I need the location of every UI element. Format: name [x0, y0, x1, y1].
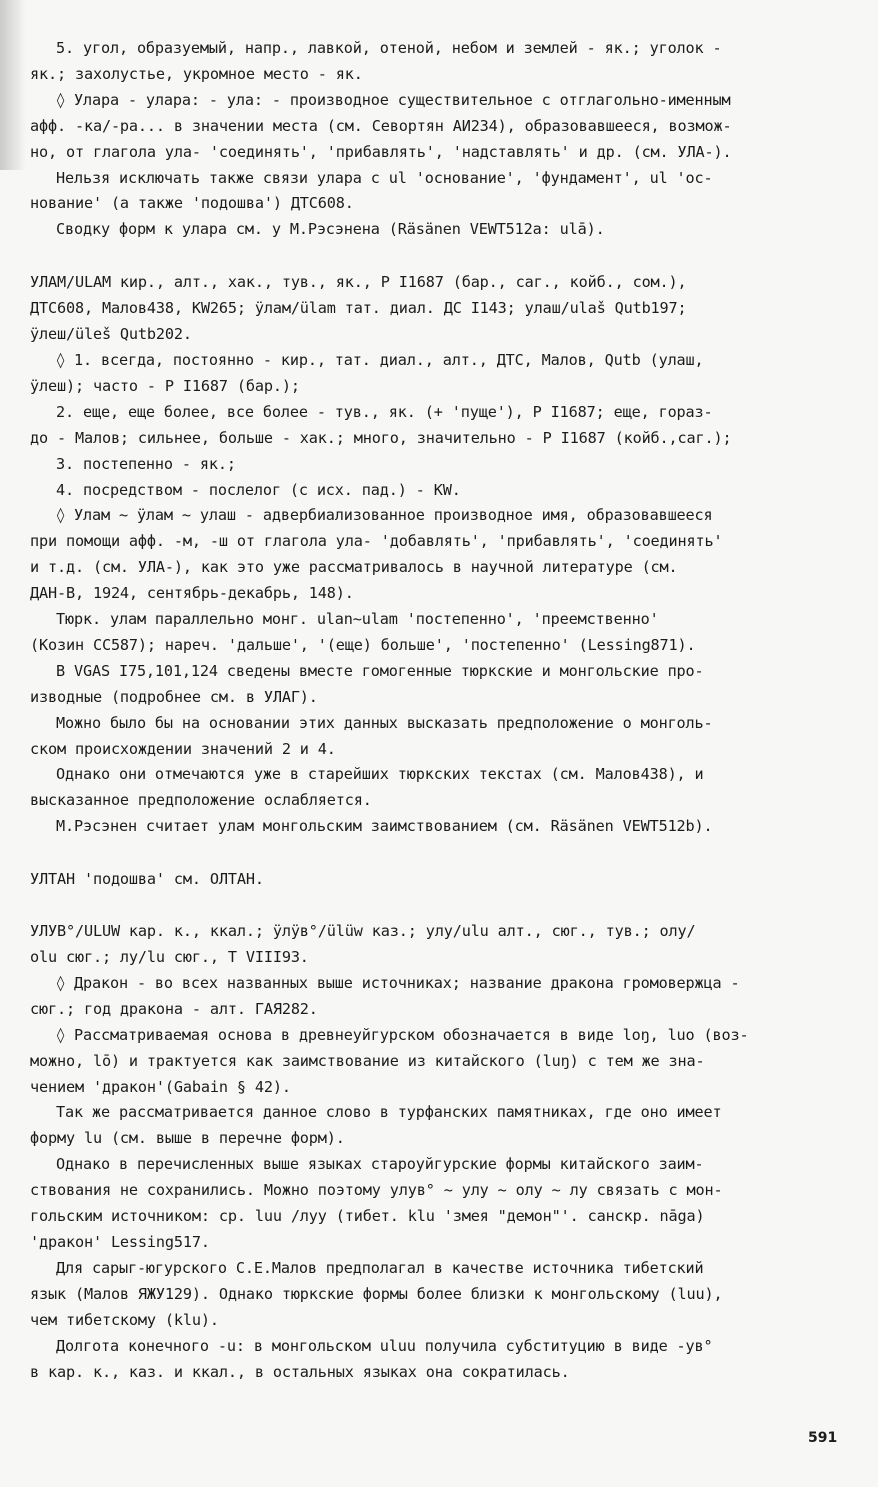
dictionary-page-text [30, 36, 850, 1385]
text-line: Однако в перечисленных выше языках староуйгурские формы китайского заим- [56, 1155, 704, 1174]
text-line: Нельзя исключать также связи улара с ul 'основание', 'фундамент', ul 'ос- [56, 168, 713, 187]
text-line: чением 'дракон'(Gabain § 42). [30, 1077, 291, 1096]
text-line: ДТС608, Малов438, KW265; ӱлам/ülam тат. диал. ДС I143; улаш/ulaš Qutb197; [30, 299, 687, 318]
text-line: М.Рэсэнен считает улам монгольским заимствованием (см. Räsänen VEWT512b). [56, 817, 713, 836]
text-line: 'дракон' Lessing517. [30, 1232, 210, 1251]
text-line: ◊ Рассматриваемая основа в древнеуйгурском обозначается в виде loŋ, luo (воз- [56, 1025, 749, 1044]
text-line: olu сюг.; лу/lu сюг., Т VIII93. [30, 948, 309, 966]
text-line: ском происхождении значений 2 и 4. [30, 739, 336, 758]
text-line: як.; захолустье, укромное место - як. [30, 64, 363, 83]
text-line: (Козин СС587); нареч. 'дальше', '(еще) больше', 'постепенно' (Lessing871). [30, 635, 696, 654]
paragraph-gap [30, 840, 850, 867]
text-line: ӱлеш/üleš Qutb202. [30, 325, 192, 344]
text-line: УЛУВ°/ULUW кар. к., ккал.; ӱлӱв°/ülüw каз.; улу/ulu алт., сюг., тув.; олу/ [30, 922, 696, 941]
text-line: но, от глагола ула- 'соединять', 'прибавлять', 'надставлять' и др. (см. УЛА-). [30, 142, 732, 161]
text-line: нование' (а также 'подошва') ДТС608. [30, 194, 354, 213]
text-line: гольским источником: ср. luu /луу (тибет. klu 'змея "демон"'. санскр. nāga) [30, 1207, 705, 1226]
text-line: УЛАМ/ULAM кир., алт., хак., тув., як., Р I1687 (бар., саг., койб., сом.), [30, 273, 687, 292]
text-line: сюг.; год дракона - алт. ГАЯ282. [30, 999, 318, 1018]
text-line: при помощи афф. -м, -ш от глагола ула- 'добавлять', 'прибавлять', 'соединять' [30, 532, 723, 551]
text-line: чем тибетскому (klu). [30, 1310, 219, 1329]
text-line: высказанное предположение ослабляется. [30, 791, 372, 810]
text-line: Долгота конечного -u: в монгольском uluu получила субституцию в виде -ув° [56, 1336, 713, 1355]
text-line: ◊ Дракон - во всех названных выше источниках; название дракона громовержца - [56, 973, 740, 992]
text-line: Так же рассматривается данное слово в турфанских памятниках, где оно имеет [56, 1103, 722, 1122]
text-line: форму lu (см. выше в перечне форм). [30, 1129, 345, 1148]
paragraph-gap [30, 243, 850, 270]
text-line: и т.д. (см. УЛА-), как это уже рассматривалось в научной литературе (см. [30, 558, 678, 577]
paragraph-gap [30, 893, 850, 919]
text-line: УЛТАН 'подошва' см. ОЛТАН. [30, 870, 264, 889]
text-line: ◊ Улам ~ ӱлам ~ улаш - адвербиализованное производное имя, образовавшееся [56, 506, 713, 525]
text-line: Однако они отмечаются уже в старейших тюркских текстах (см. Малов438), и [56, 765, 704, 784]
text-line: до - Малов; сильнее, больше - хак.; много, значительно - Р I1687 (койб.,саг.); [30, 428, 732, 447]
text-line: Для сарыг-югурского С.Е.Малов предполагал в качестве источника тибетский [56, 1258, 704, 1277]
text-line: изводные (подробнее см. в УЛАГ). [30, 687, 318, 706]
text-line: Можно было бы на основании этих данных высказать предположение о монголь- [56, 713, 713, 732]
text-line: можно, lō) и трактуется как заимствование из китайского (luŋ) с тем же зна- [30, 1051, 705, 1070]
text-line: ◊ 1. всегда, постоянно - кир., тат. диал., алт., ДТС, Малов, Qutb (улаш, [56, 350, 704, 369]
text-line: Сводку форм к улара см. у М.Рэсэнена (Räsänen VEWT512a: ulā). [56, 220, 605, 239]
text-line: 2. еще, еще более, все более - тув., як. (+ 'пуще'), Р I1687; еще, гораз- [56, 402, 713, 421]
text-line: в кар. к., каз. и ккал., в остальных языках она сократилась. [30, 1362, 570, 1381]
page-number: 591 [808, 1430, 838, 1446]
text-line: 4. посредством - послелог (с исх. пад.) - KW. [56, 480, 461, 499]
scan-edge-shadow [0, 0, 26, 170]
text-line: ствования не сохранились. Можно поэтому улув° ~ улу ~ олу ~ лу связать с мон- [30, 1181, 723, 1200]
text-line: ДАН-В, 1924, сентябрь-декабрь, 148). [30, 584, 354, 603]
text-line: ◊ Улара - улара: - ула: - производное существительное с отглагольно-именным [56, 90, 731, 109]
text-line: Тюрк. улам параллельно монг. ulan~ulam 'постепенно', 'преемственно' [56, 610, 659, 629]
text-line: В VGAS I75,101,124 сведены вместе гомогенные тюркские и монгольские про- [56, 661, 704, 680]
text-line: ӱлеш); часто - Р I1687 (бар.); [30, 376, 300, 395]
text-line: 3. постепенно - як.; [56, 454, 236, 473]
text-line: афф. -ка/-ра... в значении места (см. Севортян АИ234), образовавшееся, возмож- [30, 116, 732, 135]
text-line: 5. угол, образуемый, напр., лавкой, отеной, небом и землей - як.; уголок - [56, 39, 722, 57]
text-line: язык (Малов ЯЖУ129). Однако тюркские формы более близки к монгольскому (luu), [30, 1284, 723, 1303]
